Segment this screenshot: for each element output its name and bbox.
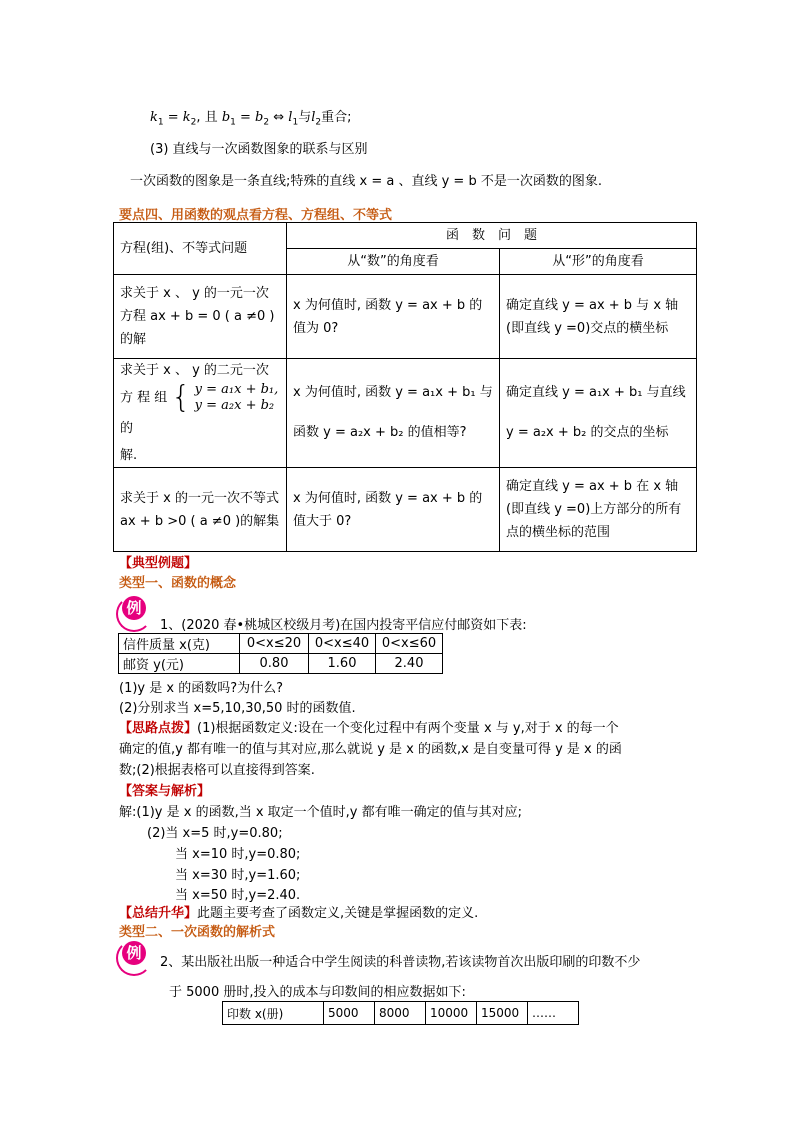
type2-heading: 类型二、一次函数的解析式 bbox=[119, 925, 276, 940]
question-1: (1)y 是 x 的函数吗?为什么? bbox=[119, 681, 283, 696]
row3-graphic: 确定直线 y = ax + b 在 x 轴(即直线 y =0)上方部分的所有点的横坐标的范围 bbox=[500, 468, 697, 552]
solution-line-4: 当 x=30 时,y=1.60; bbox=[175, 868, 301, 883]
numeric-view-header: 从“数”的角度看 bbox=[287, 249, 500, 275]
solution-line-5: 当 x=50 时,y=2.40. bbox=[175, 888, 301, 903]
print-cell-4: 15000 bbox=[477, 1002, 528, 1025]
row1-numeric: x 为何值时, 函数 y = ax + b 的值为 0? bbox=[287, 275, 500, 359]
row3-numeric: x 为何值时, 函数 y = ax + b 的值大于 0? bbox=[287, 468, 500, 552]
print-cost-table bbox=[222, 1001, 579, 1025]
example1-problem: 1、(2020 春•桃城区校级月考)在国内投寄平信应付邮资如下表: bbox=[160, 618, 527, 633]
answer-heading: 【答案与解析】 bbox=[119, 784, 211, 799]
hint-line-1: 【思路点拨】(1)根据函数定义:设在一个变化过程中有两个变量 x 与 y,对于 x 的每一个 bbox=[119, 721, 619, 736]
postage-range-1: 0<x≤20 bbox=[240, 634, 309, 654]
row1-question: 求关于 x 、 y 的一元一次方程 ax + b = 0 ( a ≠0 )的解 bbox=[114, 275, 287, 359]
col1-header: 方程(组)、不等式问题 bbox=[114, 223, 287, 275]
print-header: 印数 x(册) bbox=[223, 1002, 324, 1025]
print-cell-2: 8000 bbox=[375, 1002, 426, 1025]
row2-graphic: 确定直线 y = a₁x + b₁ 与直线 y = a₂x + b₂ 的交点的坐标 bbox=[500, 359, 697, 468]
example-badge: 例 bbox=[122, 596, 146, 620]
postage-header-mass: 信件质量 x(克) bbox=[119, 634, 240, 654]
postage-range-3: 0<x≤60 bbox=[376, 634, 443, 654]
row2-question: 求关于 x 、 y 的二元一次 方 程 组 { y = a₁x + b₁, y = a₂x + b₂ 的 解. bbox=[114, 359, 287, 468]
brace-symbol: { bbox=[171, 380, 191, 415]
graphic-view-header: 从“形”的角度看 bbox=[500, 249, 697, 275]
solution-line-3: 当 x=10 时,y=0.80; bbox=[175, 847, 301, 862]
postage-table bbox=[118, 633, 443, 674]
example2-problem-line-2: 于 5000 册时,投入的成本与印数间的相应数据如下: bbox=[169, 985, 466, 1000]
postage-fee-2: 1.60 bbox=[309, 654, 376, 674]
equation-function-table bbox=[113, 222, 697, 552]
example2-problem-line-1: 2、某出版社出版一种适合中学生阅读的科普读物,若该读物首次出版印刷的印数不少 bbox=[160, 955, 641, 970]
row3-question: 求关于 x 的一元一次不等式 ax + b >0 ( a ≠0 )的解集 bbox=[114, 468, 287, 552]
print-cell-1: 5000 bbox=[324, 1002, 375, 1025]
postage-fee-3: 2.40 bbox=[376, 654, 443, 674]
postage-range-2: 0<x≤40 bbox=[309, 634, 376, 654]
postage-header-fee: 邮资 y(元) bbox=[119, 654, 240, 674]
hint-line-2: 确定的值,y 都有唯一的值与其对应,那么就说 y 是 x 的函数,x 是自变量可得 y 是 x 的函 bbox=[119, 742, 622, 757]
type1-heading: 类型一、函数的概念 bbox=[119, 576, 237, 591]
special-line-note: 一次函数的图象是一条直线;特殊的直线 x = a 、直线 y = b 不是一次函数的图象. bbox=[130, 174, 602, 189]
item3-heading: (3) 直线与一次函数图象的联系与区别 bbox=[150, 142, 368, 157]
k-equal-line: $k_1 = k_2$, 且 $b_1 = b_2$ ⇔ $l_1$与$l_2$重合; bbox=[150, 110, 352, 128]
section4-heading: 要点四、用函数的观点看方程、方程组、不等式 bbox=[119, 208, 393, 223]
typical-examples-heading: 【典型例题】 bbox=[119, 556, 198, 571]
summary-line: 【总结升华】此题主要考查了函数定义,关键是掌握函数的定义. bbox=[119, 906, 479, 921]
print-cell-more: …… bbox=[528, 1002, 579, 1025]
hint-line-3: 数;(2)根据表格可以直接得到答案. bbox=[119, 763, 315, 778]
question-2: (2)分别求当 x=5,10,30,50 时的函数值. bbox=[119, 701, 356, 716]
postage-fee-1: 0.80 bbox=[240, 654, 309, 674]
print-cell-3: 10000 bbox=[426, 1002, 477, 1025]
row1-graphic: 确定直线 y = ax + b 与 x 轴(即直线 y =0)交点的横坐标 bbox=[500, 275, 697, 359]
example-badge: 例 bbox=[122, 941, 146, 965]
solution-line-1: 解:(1)y 是 x 的函数,当 x 取定一个值时,y 都有唯一确定的值与其对应; bbox=[119, 805, 523, 820]
solution-line-2: (2)当 x=5 时,y=0.80; bbox=[147, 826, 283, 841]
row2-numeric: x 为何值时, 函数 y = a₁x + b₁ 与 函数 y = a₂x + b₂ 的值相等? bbox=[287, 359, 500, 468]
function-question-header: 函 数 问 题 bbox=[287, 223, 697, 249]
